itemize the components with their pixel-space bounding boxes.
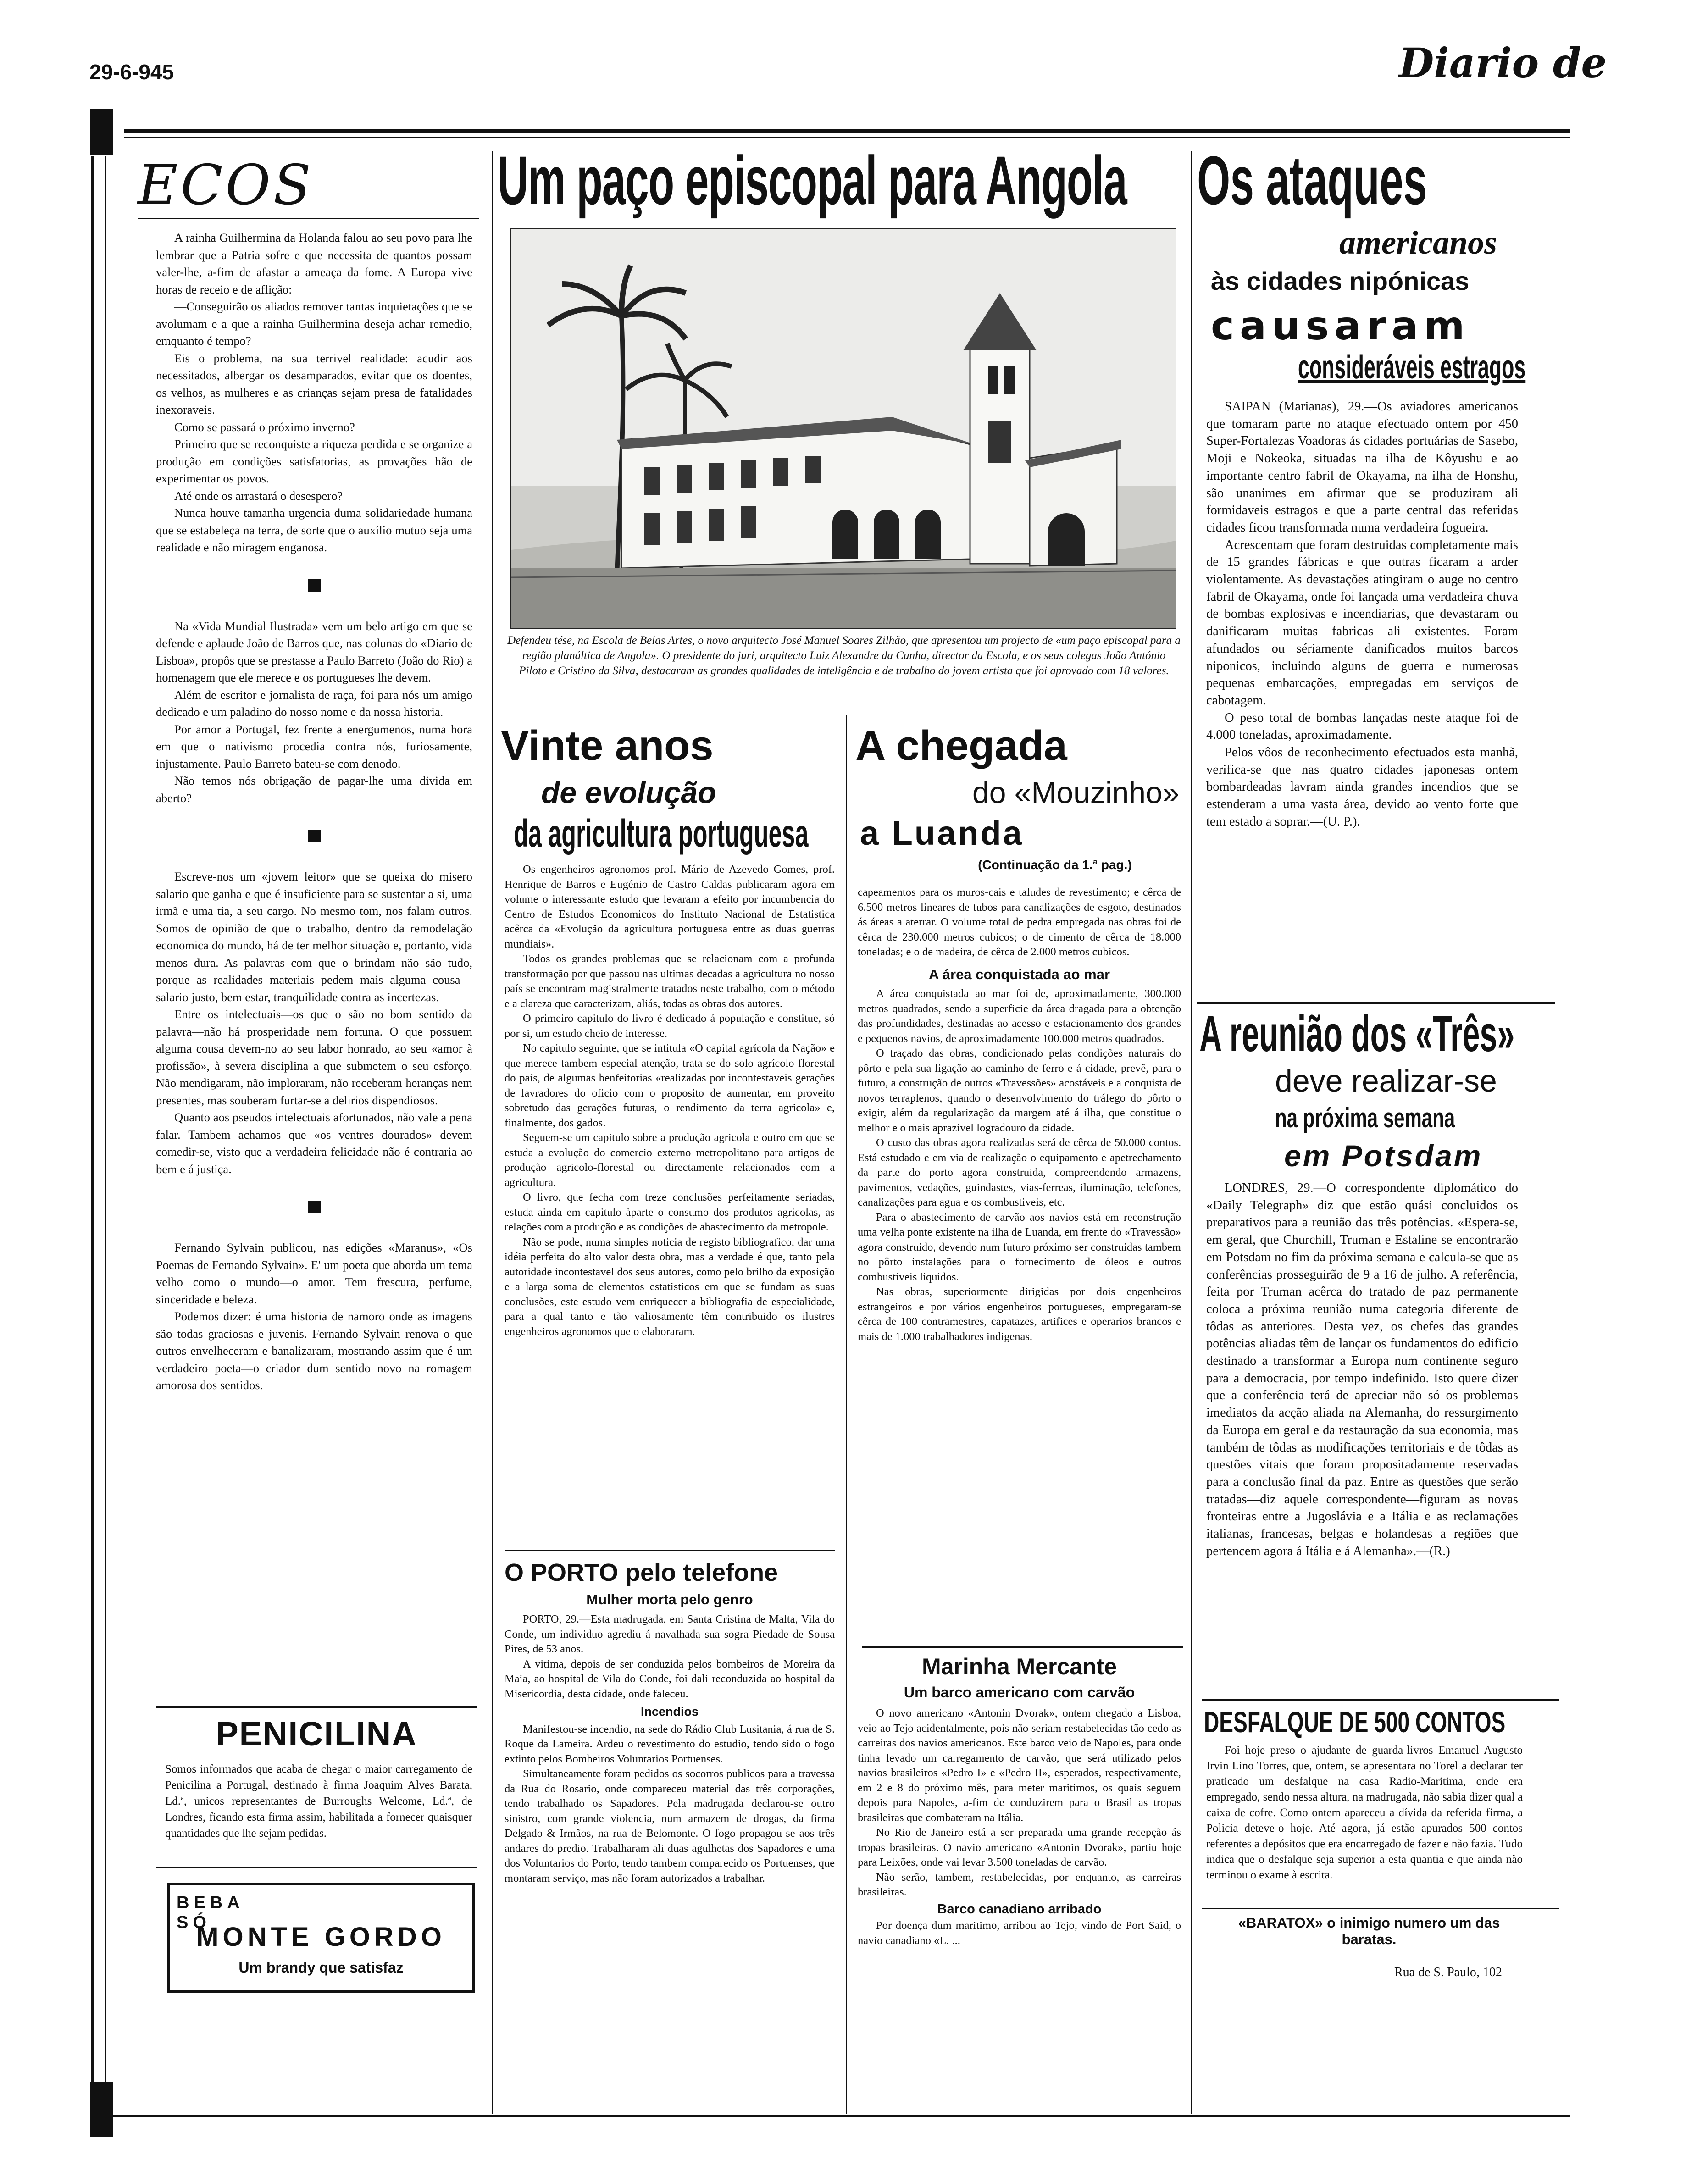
paco-headline: Um paço episcopal para Angola xyxy=(498,142,1127,219)
chegada-paragraph: capeamentos para os muros-cais e taludes de revestimento; e cêrca de 6.500 metros lineares de tubos para canalizações de esgoto, destinados ás áreas a aterrar. O volume total de pedra empregada nas obras foi de cêrca de 230.000 metros cubicos; o de cimento de cêrca de 18.000 toneladas; e o de madeira, de cêrca de 2.000 metros cubicos. xyxy=(858,886,1181,958)
paco-caption: Defendeu tése, na Escola de Belas Artes, o novo arquitecto José Manuel Soares Zilhão, que apresentou um projecto de «um paço episcopal para a região planáltica de Angola». O presidente do juri, arquitecto Luiz Alexandre da Cunha, director da Escola, e os seus colegas João António Piloto e Cristino da Silva, destacaram as grandes qualidades de inteligência e de trabalho do jovem artista que foi aprovado com 18 valores. xyxy=(507,634,1181,677)
vinte-paragraph: Os engenheiros agronomos prof. Mário de Azevedo Gomes, prof. Henrique de Barros e Eugénio de Castro Caldas publicaram agora em volume o interessante estudo que levaram a efeito por incumbencia do Centro de Estudos Economicos do Instituto Nacional de Estatistica acêrca da «Evolução da agricultura portuguesa entre as duas guerras mundiais». xyxy=(505,863,835,950)
penicilina-title: PENICILINA xyxy=(216,1715,417,1753)
chegada-continuation: (Continuação da 1.ª pag.) xyxy=(978,858,1132,872)
reuniao-paragraph: LONDRES, 29.—O correspondente diplomático do «Daily Telegraph» diz que estão quási concluidos os preparativos para a reunião das três potências. «Espera-se, em geral, que Churchill, Truman e Estaline se encontrarão em Potsdam no fim da próxima semana e calcula-se que as conferências prosseguirão de 9 a 16 de julho. A referência, feita por Truman acêrca do tratado de paz permanente coloca a próxima reunião numa categoria diferente de tôdas as anteriores. Desta vez, os chefes das grandes potências aliadas têm de lançar os fundamentos do edificio destinado a transformar a Europa num continente seguro para a democracia, por tempo indefinido. Isto quere dizer que a conferência terá de apreciar não só os problemas imediatos da acção aliada na Alemanha, do ressurgimento da Europa em geral e da restauração da sua economia, mas também de tôdas as modificações territoriais e de tôdas as questões vitais que foram propositadamente reservadas para a conclusão final da paz. Entre as questões que serão tratadas—diz aquele correspondente—figuram as novas fronteiras entre a Jugoslávia e a Itália e as reclamações italianas, francesas, belgas e holandesas a regiões que pertencem agora á Itália e á Alemanha».—(R.) xyxy=(1206,1181,1518,1558)
montegordo-line3: Um brandy que satisfaz xyxy=(238,1959,404,1976)
col-sep-2 xyxy=(1191,151,1192,2114)
top-rule xyxy=(124,129,1570,133)
porto-column xyxy=(505,1612,835,1886)
chegada-paragraph: O traçado das obras, condicionado pelas condições naturais do pôrto e pela sua ligação ao caminho de ferro e á cidade, prevê, para o futuro, a construção de outros «Travessões» acostáveis e a conquista de novos terraplenos, quando o desenvolvimento do tráfego do pôrto o exigir, além da regularização da margem até á ilha, que constitue o melhor e o mais aprazivel logradouro da cidade. xyxy=(858,1047,1181,1134)
marinha-rule xyxy=(862,1646,1183,1648)
ecos-paragraph: Primeiro que se reconquiste a riqueza perdida e se organize a produção em condições satisfatorias, as provações hão de experimentar os povos. xyxy=(156,437,472,485)
left-vrule xyxy=(91,156,94,2128)
ecos-paragraph: Podemos dizer: é uma historia de namoro onde as imagens são todas graciosas e juvenis. Fernando Sylvain renova o que outros envelheceram e banalizaram, mostrando assim que é um verdadeiro poeta—o criador dum sentido novo na romagem amorosa dos sentidos. xyxy=(156,1309,472,1392)
page-date: 29-6-945 xyxy=(89,60,174,84)
ecos-paragraph: Na «Vida Mundial Ilustrada» vem um belo artigo em que se defende e aplaude João de Barros que, nas colunas do «Diario de Lisboa», propôs que se prestasse a Paulo Barreto (João do Rio) a homenagem que ele merece e os portugueses lhe devem. xyxy=(156,619,472,684)
corner-block xyxy=(90,109,113,155)
marinha-paragraph: No Rio de Janeiro está a ser preparada uma grande recepção ás tropas brasileiras. O navio americano «Antonin Dvorak», partiu hoje para Leixões, onde vai levar 3.500 toneladas de carvão. xyxy=(858,1826,1181,1868)
porto-subhead-2: Incendios xyxy=(640,1705,699,1718)
separator-square xyxy=(308,1201,321,1213)
vinte-paragraph: Todos os grandes problemas que se relacionam com a profunda transformação por que passou nas ultimas decadas a agricultura no nosso país se encontram magistralmente tratados neste trabalho, com o método e a clareza que caracterizam, aliás, todas as obras dos autores. xyxy=(505,953,835,1010)
marinha-paragraph: Por doença dum maritimo, arribou ao Tejo, vindo de Port Said, o navio canadiano «L. ... xyxy=(858,1919,1181,1947)
col-sep-1 xyxy=(492,151,493,2114)
vinte-paragraph: Seguem-se um capitulo sobre a produção agricola e outro em que se estuda a evolução do comercio externo metropolitano para artigos de produção agricolo-florestal ou directamente relacionados com a agricultura. xyxy=(505,1131,835,1189)
ataques-headline-1: Os ataques xyxy=(1197,142,1427,219)
ecos-paragraph: Entre os intelectuais—os que o são no bom sentido da palavra—não há prosperidade nem fortuna. O que possuem alguma cousa devem-no ao seu labor honrado, ao seu «amor à profissão», à severa disciplina a que submetem o seu esforço. Não mendigaram, não imploraram, não receberam heranças nem presentes, mas souberam furtar-se a delirios dispendiosos. xyxy=(156,1007,472,1107)
ataques-column xyxy=(1206,398,1518,831)
chegada-paragraph: O custo das obras agora realizadas será de cêrca de 50.000 contos. Está estudado e em via de realização o equipamento e apetrechamento da parte do porto agora construida, compreendendo armazens, pavimentos, vedações, guindastes, vias-ferreas, iluminação, telefones, canalizações para agua e os combustiveis, etc. xyxy=(858,1136,1181,1208)
separator-square xyxy=(308,830,321,842)
porto-paragraph: Manifestou-se incendio, na sede do Rádio Club Lusitania, á rua de S. Roque da Lameira. Ardeu o revestimento do estudio, tendo sido o fogo extinto pelos Bombeiros Voluntarios Portuenses. xyxy=(505,1723,835,1765)
penicilina-rule-top xyxy=(156,1706,477,1708)
ecos-paragraph: Fernando Sylvain publicou, nas edições «Maranus», «Os Poemas de Fernando Sylvain». E' um poeta que aborda um tema velho como o mundo—o amor. Tem frescura, perfume, sinceridade e beleza. xyxy=(156,1241,472,1306)
vinte-paragraph: No capitulo seguinte, que se intitula «O capital agrícola da Nação» e que merece tambem especial atenção, trata-se do solo agrícolo-florestal do país, de algumas benfeitorias «realizadas por incontestaveis gerações de lavradores do oficio com o proposito de aumentar, em proveito sobretudo das gerações futuras, o rendimento da terra agricola» e, finalmente, dos gados. xyxy=(505,1042,835,1129)
masthead: Diario de xyxy=(1399,39,1607,87)
top-rule-thin xyxy=(124,137,1570,138)
ecos-paragraph: Até onde os arrastará o desespero? xyxy=(174,488,343,503)
vinte-column xyxy=(505,862,835,1339)
porto-subhead: Mulher morta pelo genro xyxy=(586,1591,753,1607)
penicilina-rule-bottom xyxy=(156,1867,477,1868)
ataques-paragraph: Pelos vôos de reconhecimento efectuados esta manhã, verifica-se que nas quatro cidades japonesas ontem bombardeadas lavram ainda grandes incendios que se estenderam a uma vasta área, devido ao vento forte que tem estado a soprar.—(U. P.). xyxy=(1206,745,1518,829)
desfalque-column: Foi hoje preso o ajudante de guarda-livros Emanuel Augusto Irvin Lino Torres, que, ontem, se apresentara no Torel a declarar ter praticado um desfalque na casa Radio-Maritima, onde era empregado, sendo nessa altura, na madrugada, não sabia dizer qual a caixa de cofre. Como ontem apareceu a dívida da referida firma, a Policia deteve-o hoje. Até agora, já estão apurados 500 contos referentes a depósitos que era encarregado de fazer e não fazia. Tudo indica que o desfalque seja superior a esta quantia e que ainda não terminou o exame à escrita. xyxy=(1206,1744,1523,1881)
ecos-paragraph: Escreve-nos um «jovem leitor» que se queixa do misero salario que ganha e que é insuficiente para se sustentar a si, uma irmã e uma tia, a seu cargo. No mesmo tom, nos falam outros. Somos de opinião de que o trabalho, dentro da remodelação economica do mundo, há de ter melhor situação e, portanto, vida menos dura. As palavras com que o brindam não são tudo, porque as realidades materiais pedem mais alguma cousa—salario justo, bem estar, tranquilidade contra as incertezas. xyxy=(156,870,472,1004)
ataques-headline-4: causaram xyxy=(1211,303,1470,349)
porto-paragraph: A vitima, depois de ser conduzida pelos bombeiros de Moreira da Maia, ao hospital de Vila do Conde, foi dali reconduzida ao hospital da Misericordia, desta cidade, onde faleceu. xyxy=(505,1657,835,1700)
ecos-paragraph: Eis o problema, na sua terrivel realidade: acudir aos necessitados, albergar os desamparados, evitar que os doentes, os velhos, as mulheres e as crianças sejam presa de fatalidades inexoraveis. xyxy=(156,351,472,416)
reuniao-headline-2: deve realizar-se xyxy=(1275,1064,1497,1098)
ecos-title: ECOS xyxy=(138,154,314,217)
corner-block-bottom xyxy=(90,2082,113,2137)
ecos-title-rule xyxy=(138,218,479,219)
chegada-headline-1: A chegada xyxy=(855,722,1067,769)
left-vrule-2 xyxy=(105,156,106,2128)
reuniao-headline-1: A reunião dos «Três» xyxy=(1199,1006,1515,1062)
ecos-paragraph: —Conseguirão os aliados remover tantas inquietações que se avolumam e a que a rainha Guilhermina deseja achar remedio, emquanto é tempo? xyxy=(156,299,472,348)
baratox-address: Rua de S. Paulo, 102 xyxy=(1394,1965,1502,1979)
ataques-headline-3: às cidades nipónicas xyxy=(1211,266,1470,295)
marinha-paragraph: Não serão, tambem, restabelecidas, por enquanto, as carreiras brasileiras. xyxy=(858,1871,1181,1898)
penicilina-text: Somos informados que acaba de chegar o maior carregamento de Penicilina a Portugal, destinado à firma Joaquim Alves Barata, Ld.ª, unicos representantes de Burroughs Welcome, Ld.ª, de Londres, ficando esta firma assim, habilitada a fornecer quaisquer quantidades que lhe sejam pedidas. xyxy=(165,1763,472,1840)
chegada-paragraph: Nas obras, superiormente dirigidas por dois engenheiros estrangeiros e por vários engenheiros portugueses, empregaram-se cêrca de 100 contramestres, capatazes, artifices e operarios brancos e mais de 1.000 trabalhadores indigenas. xyxy=(858,1286,1181,1343)
vinte-headline-1: Vinte anos xyxy=(501,722,714,769)
chegada-subhead: A área conquistada ao mar xyxy=(928,966,1110,982)
bottom-rule xyxy=(110,2115,1570,2117)
ecos-paragraph: Nunca houve tamanha urgencia duma solidariedade humana que se estabeleça na terra, de sorte que o auxílio mutuo seja uma realidade e não miragem enganosa. xyxy=(156,506,472,554)
chegada-headline-3: a Luanda xyxy=(860,814,1024,852)
vinte-paragraph: O livro, que fecha com treze conclusões perfeitamente seriadas, estuda ainda em capitulo àparte o consumo dos produtos agricolas, as relações com a produção e as condições de abastecimento da metropole. xyxy=(505,1191,835,1233)
ecos-paragraph: A rainha Guilhermina da Holanda falou ao seu povo para lhe lembrar que a Patria sofre e que necessita de quantos possam valer-lhe, a-fim de afastar a ameaça da fome. A Europa vive horas de receio e de aflição: xyxy=(156,231,472,296)
desfalque-rule xyxy=(1202,1699,1559,1701)
porto-headline: O PORTO pelo telefone xyxy=(505,1559,778,1586)
vinte-headline-2: de evolução xyxy=(541,776,716,809)
ataques-paragraph: O peso total de bombas lançadas neste ataque foi de 4.000 toneladas, aproximadamente. xyxy=(1206,710,1518,742)
reuniao-rule xyxy=(1197,1002,1555,1004)
ataques-paragraph: Acrescentam que foram destruidas completamente mais de 15 grandes fábricas e que outras ficaram a arder violentamente. As devastações atingiram o auge no centro fabril de Okayama, onde foi lançada uma verdadeira chuva de bombas explosivas e incendiarias, que devastaram ou danificaram muitas fabricas ali existentes. Foram afundados ou sériamente danificados muitos barcos niponicos, incluindo alguns de guerra e numerosas pequenas embarcações, empregadas em serviços de cabotagem. xyxy=(1206,537,1518,708)
col-sep-mid xyxy=(846,715,847,2114)
porto-paragraph: PORTO, 29.—Esta madrugada, em Santa Cristina de Malta, Vila do Conde, um individuo agrediu á navalhada sua sogra Piedade de Sousa Pires, de 53 anos. xyxy=(505,1613,835,1655)
montegordo-line2: MONTE GORDO xyxy=(196,1922,446,1952)
ecos-paragraph: Quanto aos pseudos intelectuais afortunados, não vale a pena falar. Tambem achamos que «os ventres dourados» devem comedir-se, visto que a verdadeira felicidade não é contraria ao bem e á justiça. xyxy=(156,1110,472,1176)
desfalque-headline: DESFALQUE DE 500 CONTOS xyxy=(1204,1706,1506,1739)
marinha-subhead: Um barco americano com carvão xyxy=(904,1684,1135,1701)
montegordo-line1: BEBA SÓ xyxy=(177,1893,244,1932)
separator-square xyxy=(308,579,321,592)
episcopal-palace-drawing xyxy=(511,229,1176,628)
baratox-ad: «BARATOX» o inimigo numero um das baratas. xyxy=(1238,1915,1500,1947)
ecos-paragraph: Por amor a Portugal, fez frente a energumenos, numa hora em que o nativismo procedia contra nós, furiosamente, injustamente. Paulo Barreto bateu-se com denodo. xyxy=(156,722,472,770)
ataques-headline-2: americanos xyxy=(1339,224,1497,261)
marinha-subhead-2: Barco canadiano arribado xyxy=(937,1901,1102,1917)
marinha-column xyxy=(858,1706,1181,1948)
ecos-paragraph: Como se passará o próximo inverno? xyxy=(174,420,355,434)
architecture-photo xyxy=(510,228,1176,629)
vinte-paragraph: O primeiro capitulo do livro é dedicado á população e constitue, só por si, um estudo cheio de interesse. xyxy=(505,1012,835,1040)
reuniao-headline-3: na próxima semana xyxy=(1275,1103,1455,1133)
marinha-paragraph: O novo americano «Antonin Dvorak», ontem chegado a Lisboa, veio ao Tejo acidentalmente, pois não seriam restabelecidas tão cedo as carreiras dos navios americanos. Este barco veio de Napoles, para onde tinha levado um carregamento de carvão, que será utilizado pelos navios brasileiros «Pedro I» e «Pedro II», esperados, respectivamente, em 2 e 8 do próximo mês, para meter maritimos, os quais seguem depois para Napoles, a-fim de conduzirem para o Brasil as tropas brasileiras que combateram na Itália. xyxy=(858,1707,1181,1824)
reuniao-column xyxy=(1206,1180,1518,1560)
porto-paragraph: Simultaneamente foram pedidos os socorros publicos para a travessa da Rua do Rosario, onde compareceu material das três corporações, tendo trabalhado os Sapadores. Pela madrugada declarou-se outro sinistro, com grande violencia, num armazem de drogas, da firma Delgado & Irmãos, na rua de Belomonte. O fogo propagou-se aos três andares do predio. Trabalharam ali duas agulhetas dos Sapadores e uma dos Voluntarios do Porto, tendo tambem comparecido os Portuenses, que montaram serviço, mas não foram autorizados a trabalhar. xyxy=(505,1768,835,1884)
ecos-paragraph: Além de escritor e jornalista de raça, foi para nós um amigo dedicado e um paladino do nosso nome e da nossa historia. xyxy=(156,687,472,719)
baratox-rule xyxy=(1202,1908,1559,1909)
chegada-headline-2: do «Mouzinho» xyxy=(972,776,1180,809)
ataques-paragraph: SAIPAN (Marianas), 29.—Os aviadores americanos que tomaram parte no ataque efectuado ontem por 450 Super-Fortalezas Voadoras ás cidades portuárias de Sasebo, Moji e Nokeoka, situadas na ilha de Kôyushu e ao importante centro fabril de Okayama, na ilha de Honshu, são unanimes em afirmar que se produziram ali formidaveis estragos e que a parte central das referidas cidades ficou transformada numa verdadeira fogueira. xyxy=(1206,399,1518,535)
marinha-headline: Marinha Mercante xyxy=(921,1654,1117,1679)
chegada-paragraph: Para o abastecimento de carvão aos navios está em reconstrução uma velha ponte existente na ilha de Luanda, em frente do «Travessão» agora construido, devendo num futuro próximo ser construidas tambem no pôrto instalações para o fornecimento de óleos e outros combustiveis liquidos. xyxy=(858,1211,1181,1283)
vinte-headline-3: da agricultura portuguesa xyxy=(514,812,809,855)
porto-rule xyxy=(505,1550,835,1551)
reuniao-headline-4: em Potsdam xyxy=(1284,1139,1483,1173)
ecos-paragraph: Não temos nós obrigação de pagar-lhe uma divida em aberto? xyxy=(156,774,472,805)
chegada-paragraph: A área conquistada ao mar foi de, aproximadamente, 300.000 metros quadrados, sendo a superficie da área dragada para a obtenção das profundidades, destinadas ao acesso e estacionamento dos grandes e pequenos navios, de aproximadamente 100.000 metros quadrados. xyxy=(858,987,1181,1045)
vinte-paragraph: Não se pode, numa simples noticia de registo bibliografico, dar uma idéia perfeita do alto valor desta obra, mas a verdade é que, tanto pela autoridade incontestavel dos seus autores, como pelo brilho da exposição e a larga soma de elementos estatisticos em que se fundam as suas conclusões, este estudo vem enriquecer a bibliografia de especialidade, para a qual tanto e tão valiosamente têm contribuido os ilustres engenheiros agronomos que o elaboraram. xyxy=(505,1236,835,1338)
ataques-headline-5: consideráveis estragos xyxy=(1298,349,1526,386)
ecos-column xyxy=(156,229,472,1394)
chegada-column xyxy=(858,885,1181,1344)
